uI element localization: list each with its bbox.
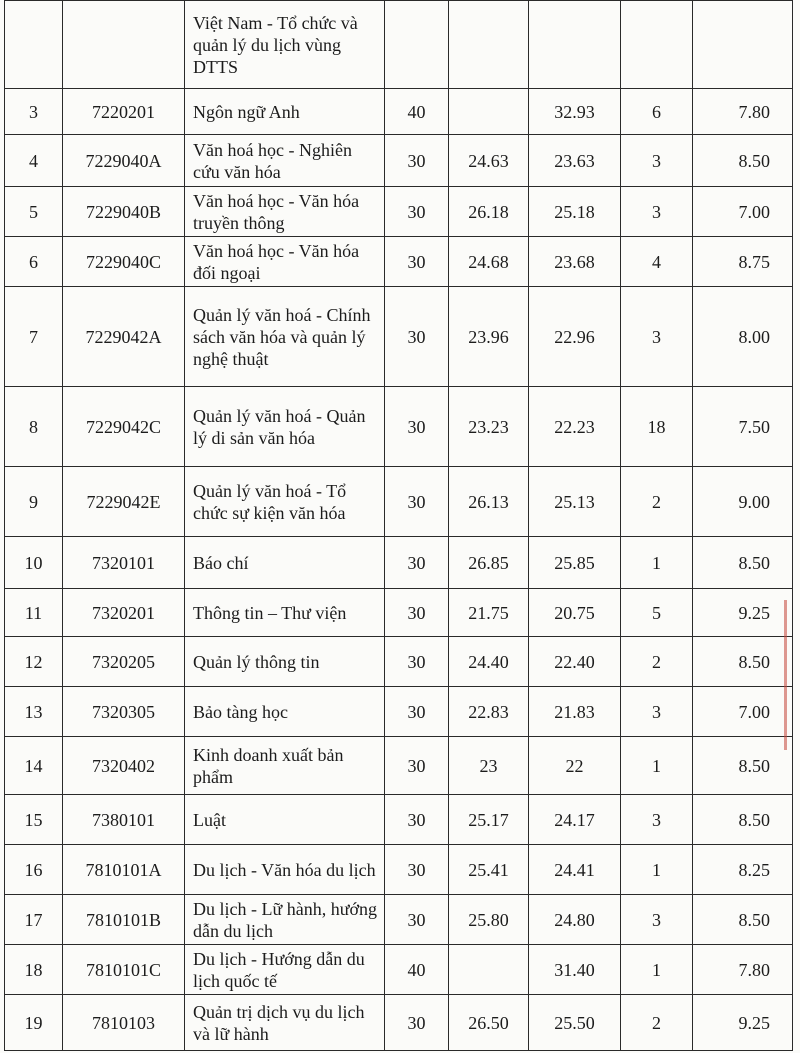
major-code-cell: 7320305 — [63, 687, 185, 737]
score-b-cell: 22.40 — [529, 637, 621, 687]
score-c-cell: 8.50 — [693, 637, 793, 687]
quota-cell: 30 — [385, 237, 449, 287]
major-code-cell: 7320101 — [63, 537, 185, 589]
table-row — [5, 895, 793, 945]
score-c-cell: 8.25 — [693, 845, 793, 895]
score-a-cell: 23.23 — [449, 387, 529, 467]
major-name-cell: Quản lý văn hoá - Quản lý di sản văn hóa — [185, 387, 385, 467]
major-code-cell: 7229040C — [63, 237, 185, 287]
score-a-cell: 25.17 — [449, 795, 529, 845]
table-row — [5, 387, 793, 467]
score-b-cell: 22 — [529, 737, 621, 795]
score-a-cell — [449, 89, 529, 135]
count-cell: 3 — [621, 895, 693, 945]
row-number-cell: 7 — [5, 287, 63, 387]
score-a-cell: 24.68 — [449, 237, 529, 287]
major-name-cell: Luật — [185, 795, 385, 845]
row-number-cell: 14 — [5, 737, 63, 795]
score-b-cell: 22.96 — [529, 287, 621, 387]
row-number-cell — [5, 1, 63, 89]
table-row — [5, 995, 793, 1051]
score-a-cell: 23 — [449, 737, 529, 795]
major-code-cell: 7229042A — [63, 287, 185, 387]
major-name-cell: Bảo tàng học — [185, 687, 385, 737]
row-number-cell: 16 — [5, 845, 63, 895]
score-a-cell: 25.80 — [449, 895, 529, 945]
major-code-cell: 7320205 — [63, 637, 185, 687]
major-code-cell: 7810101B — [63, 895, 185, 945]
major-name-cell: Việt Nam - Tổ chức và quản lý du lịch vùng DTTS — [185, 1, 385, 89]
major-code-cell: 7380101 — [63, 795, 185, 845]
row-number-cell: 6 — [5, 237, 63, 287]
major-code-cell: 7229042C — [63, 387, 185, 467]
major-name-cell: Quản lý văn hoá - Tổ chức sự kiện văn hóa — [185, 467, 385, 537]
score-c-cell: 9.00 — [693, 467, 793, 537]
count-cell: 3 — [621, 135, 693, 187]
score-a-cell: 26.18 — [449, 187, 529, 237]
table-row — [5, 237, 793, 287]
score-b-cell: 21.83 — [529, 687, 621, 737]
quota-cell: 30 — [385, 995, 449, 1051]
count-cell: 5 — [621, 589, 693, 637]
row-number-cell: 15 — [5, 795, 63, 845]
score-b-cell — [529, 1, 621, 89]
quota-cell: 30 — [385, 187, 449, 237]
score-b-cell: 24.41 — [529, 845, 621, 895]
major-code-cell: 7810101A — [63, 845, 185, 895]
scanned-page — [4, 0, 794, 1050]
count-cell: 3 — [621, 187, 693, 237]
row-number-cell: 11 — [5, 589, 63, 637]
score-a-cell: 26.50 — [449, 995, 529, 1051]
quota-cell: 30 — [385, 845, 449, 895]
table-row — [5, 287, 793, 387]
quota-cell: 30 — [385, 387, 449, 467]
table-row — [5, 945, 793, 995]
score-c-cell: 8.50 — [693, 537, 793, 589]
major-name-cell: Du lịch - Hướng dẫn du lịch quốc tế — [185, 945, 385, 995]
row-number-cell: 12 — [5, 637, 63, 687]
quota-cell: 30 — [385, 135, 449, 187]
score-c-cell: 7.80 — [693, 89, 793, 135]
quota-cell: 30 — [385, 895, 449, 945]
major-name-cell: Báo chí — [185, 537, 385, 589]
row-number-cell: 9 — [5, 467, 63, 537]
count-cell: 1 — [621, 537, 693, 589]
table-row — [5, 1, 793, 89]
count-cell: 18 — [621, 387, 693, 467]
score-c-cell: 7.00 — [693, 687, 793, 737]
score-c-cell: 8.00 — [693, 287, 793, 387]
score-c-cell: 8.50 — [693, 737, 793, 795]
major-name-cell: Quản lý thông tin — [185, 637, 385, 687]
quota-cell: 30 — [385, 467, 449, 537]
count-cell: 2 — [621, 995, 693, 1051]
row-number-cell: 4 — [5, 135, 63, 187]
count-cell: 2 — [621, 637, 693, 687]
quota-cell: 30 — [385, 287, 449, 387]
table-row — [5, 637, 793, 687]
count-cell: 1 — [621, 737, 693, 795]
score-c-cell: 8.75 — [693, 237, 793, 287]
major-code-cell: 7810101C — [63, 945, 185, 995]
row-number-cell: 19 — [5, 995, 63, 1051]
table-row — [5, 737, 793, 795]
major-name-cell: Quản trị dịch vụ du lịch và lữ hành — [185, 995, 385, 1051]
score-a-cell: 26.13 — [449, 467, 529, 537]
count-cell: 3 — [621, 287, 693, 387]
score-b-cell: 23.63 — [529, 135, 621, 187]
major-name-cell: Văn hoá học - Nghiên cứu văn hóa — [185, 135, 385, 187]
table-row — [5, 687, 793, 737]
count-cell: 3 — [621, 687, 693, 737]
score-c-cell: 8.50 — [693, 795, 793, 845]
quota-cell: 40 — [385, 945, 449, 995]
score-b-cell: 24.80 — [529, 895, 621, 945]
row-number-cell: 10 — [5, 537, 63, 589]
score-c-cell: 7.80 — [693, 945, 793, 995]
quota-cell: 30 — [385, 687, 449, 737]
table-row — [5, 589, 793, 637]
quota-cell: 30 — [385, 589, 449, 637]
major-name-cell: Kinh doanh xuất bản phẩm — [185, 737, 385, 795]
row-number-cell: 17 — [5, 895, 63, 945]
major-name-cell: Quản lý văn hoá - Chính sách văn hóa và quản lý nghệ thuật — [185, 287, 385, 387]
major-name-cell: Ngôn ngữ Anh — [185, 89, 385, 135]
table-row — [5, 467, 793, 537]
major-code-cell: 7229040B — [63, 187, 185, 237]
score-c-cell: 8.50 — [693, 895, 793, 945]
score-a-cell: 21.75 — [449, 589, 529, 637]
score-c-cell: 9.25 — [693, 589, 793, 637]
score-b-cell: 32.93 — [529, 89, 621, 135]
row-number-cell: 13 — [5, 687, 63, 737]
score-b-cell: 25.50 — [529, 995, 621, 1051]
score-b-cell: 25.13 — [529, 467, 621, 537]
table-row — [5, 795, 793, 845]
count-cell: 6 — [621, 89, 693, 135]
score-c-cell: 7.50 — [693, 387, 793, 467]
major-code-cell: 7810103 — [63, 995, 185, 1051]
major-code-cell: 7320201 — [63, 589, 185, 637]
quota-cell: 30 — [385, 795, 449, 845]
score-c-cell — [693, 1, 793, 89]
major-name-cell: Văn hoá học - Văn hóa đối ngoại — [185, 237, 385, 287]
margin-mark — [784, 600, 787, 750]
score-c-cell: 8.50 — [693, 135, 793, 187]
score-a-cell: 22.83 — [449, 687, 529, 737]
quota-cell: 30 — [385, 737, 449, 795]
major-code-cell: 7229042E — [63, 467, 185, 537]
count-cell: 1 — [621, 945, 693, 995]
count-cell: 1 — [621, 845, 693, 895]
score-a-cell: 24.63 — [449, 135, 529, 187]
table-row — [5, 135, 793, 187]
score-b-cell: 22.23 — [529, 387, 621, 467]
major-code-cell: 7320402 — [63, 737, 185, 795]
score-b-cell: 23.68 — [529, 237, 621, 287]
quota-cell: 40 — [385, 89, 449, 135]
score-c-cell: 7.00 — [693, 187, 793, 237]
quota-cell — [385, 1, 449, 89]
count-cell: 4 — [621, 237, 693, 287]
score-c-cell: 9.25 — [693, 995, 793, 1051]
table-row — [5, 187, 793, 237]
major-code-cell: 7229040A — [63, 135, 185, 187]
row-number-cell: 8 — [5, 387, 63, 467]
score-b-cell: 25.18 — [529, 187, 621, 237]
score-a-cell — [449, 1, 529, 89]
count-cell — [621, 1, 693, 89]
row-number-cell: 5 — [5, 187, 63, 237]
score-a-cell — [449, 945, 529, 995]
row-number-cell: 18 — [5, 945, 63, 995]
score-a-cell: 25.41 — [449, 845, 529, 895]
major-name-cell: Du lịch - Văn hóa du lịch — [185, 845, 385, 895]
table-row — [5, 845, 793, 895]
score-b-cell: 24.17 — [529, 795, 621, 845]
table-row — [5, 537, 793, 589]
score-a-cell: 26.85 — [449, 537, 529, 589]
count-cell: 2 — [621, 467, 693, 537]
row-number-cell: 3 — [5, 89, 63, 135]
quota-cell: 30 — [385, 537, 449, 589]
score-b-cell: 20.75 — [529, 589, 621, 637]
table-row — [5, 89, 793, 135]
quota-cell: 30 — [385, 637, 449, 687]
score-b-cell: 31.40 — [529, 945, 621, 995]
score-a-cell: 23.96 — [449, 287, 529, 387]
admission-scores-table — [4, 0, 793, 1051]
major-name-cell: Văn hoá học - Văn hóa truyền thông — [185, 187, 385, 237]
score-b-cell: 25.85 — [529, 537, 621, 589]
count-cell: 3 — [621, 795, 693, 845]
table-body — [5, 1, 793, 1051]
major-code-cell — [63, 1, 185, 89]
major-code-cell: 7220201 — [63, 89, 185, 135]
score-a-cell: 24.40 — [449, 637, 529, 687]
major-name-cell: Du lịch - Lữ hành, hướng dẫn du lịch — [185, 895, 385, 945]
major-name-cell: Thông tin – Thư viện — [185, 589, 385, 637]
